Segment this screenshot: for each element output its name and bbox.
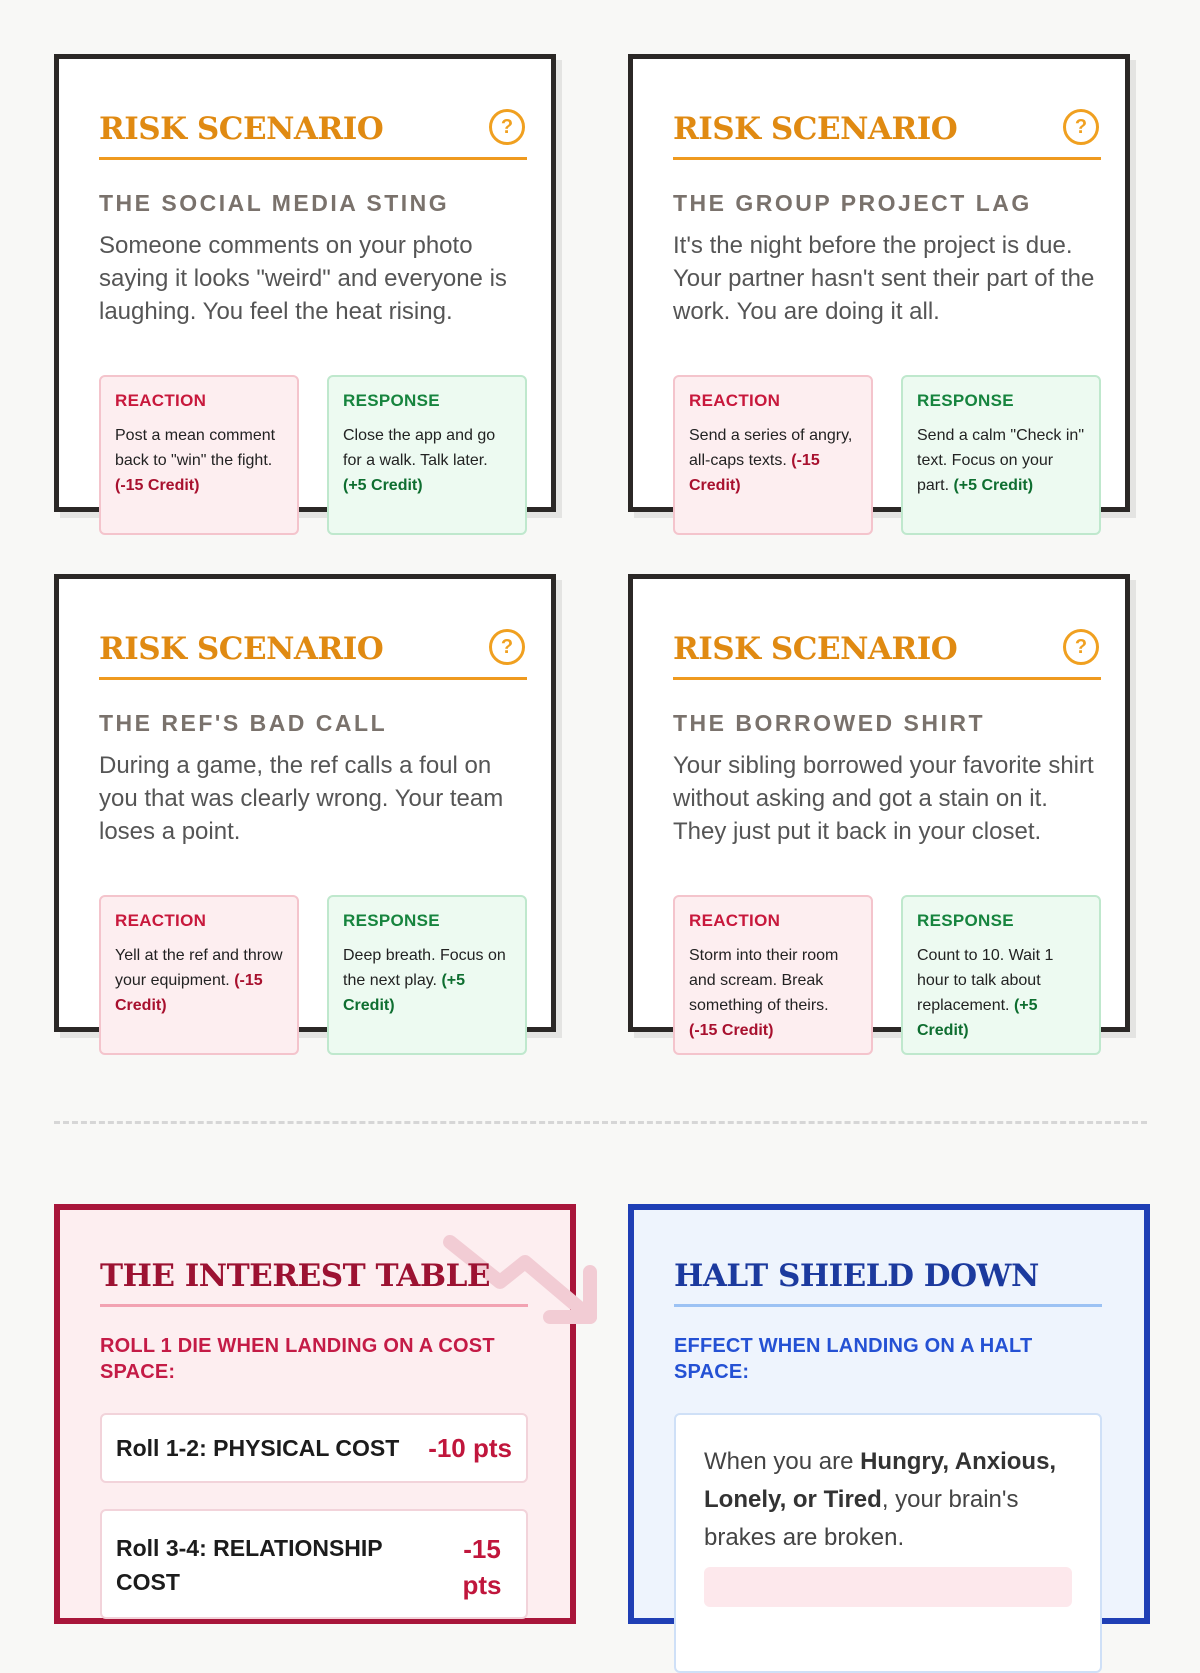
response-box[interactable] bbox=[901, 895, 1101, 1055]
response-label: RESPONSE bbox=[917, 391, 1014, 410]
response-text: Count to 10. Wait 1 hour to talk about replacement. bbox=[917, 947, 1054, 1014]
halt-shield-panel bbox=[628, 1204, 1150, 1624]
card-header bbox=[99, 101, 527, 160]
reaction-label: REACTION bbox=[689, 391, 781, 410]
scenario-card bbox=[54, 574, 556, 1032]
response-box[interactable] bbox=[327, 375, 527, 535]
scenario-card bbox=[54, 54, 556, 512]
scenario-subtitle: THE GROUP PROJECT LAG bbox=[673, 190, 1032, 216]
response-text: Send a calm "Check in" text. Focus on your part. bbox=[917, 427, 1084, 494]
scenario-subtitle: THE BORROWED SHIRT bbox=[673, 710, 986, 736]
reaction-credit: (-15 Credit) bbox=[689, 452, 820, 494]
table-row bbox=[100, 1413, 528, 1483]
reaction-text: Storm into their room and scream. Break something of theirs. bbox=[689, 947, 839, 1014]
reaction-text: Post a mean comment back to "win" the fight. bbox=[115, 427, 276, 469]
reaction-text: Send a series of angry, all-caps texts. bbox=[689, 427, 853, 469]
response-credit: (+5 Credit) bbox=[343, 477, 423, 494]
reaction-label: REACTION bbox=[115, 391, 207, 410]
response-credit: (+5 Credit) bbox=[343, 972, 466, 1014]
roll-label: Roll 1-2: PHYSICAL COST bbox=[116, 1434, 400, 1461]
card-header bbox=[99, 621, 527, 680]
reaction-label: REACTION bbox=[689, 911, 781, 930]
card-title: RISK SCENARIO bbox=[99, 631, 384, 667]
scenario-description: During a game, the ref calls a foul on you that was clearly wrong. Your team loses a point. bbox=[99, 752, 504, 845]
table-row bbox=[100, 1509, 528, 1619]
response-credit: (+5 Credit) bbox=[953, 477, 1034, 494]
scenario-subtitle: THE SOCIAL MEDIA STING bbox=[99, 190, 450, 216]
reaction-text: Yell at the ref and throw your equipment. bbox=[115, 947, 283, 989]
scenario-description: It's the night before the project is due. Your partner hasn't sent their part of the work. You are doing it all. bbox=[673, 232, 1095, 325]
halt-callout bbox=[704, 1567, 1072, 1607]
scenario-card bbox=[628, 574, 1130, 1039]
halt-description-box bbox=[674, 1413, 1102, 1673]
reaction-box[interactable] bbox=[99, 895, 299, 1055]
scenario-description: Someone comments on your photo saying it looks "weird" and everyone is laughing. You feel the heat rising. bbox=[99, 232, 507, 325]
help-circle-icon[interactable]: ? bbox=[489, 109, 525, 145]
reaction-box[interactable] bbox=[673, 375, 873, 535]
card-header bbox=[673, 621, 1101, 680]
halt-text-bold: Hungry, Anxious, Lonely, or Tired bbox=[704, 1448, 1057, 1513]
card-header bbox=[673, 101, 1101, 160]
halt-text-before: When you are bbox=[704, 1448, 861, 1475]
response-text: Deep breath. Focus on the next play. bbox=[343, 947, 506, 989]
reaction-label: REACTION bbox=[115, 911, 207, 930]
card-title: RISK SCENARIO bbox=[673, 631, 958, 667]
response-label: RESPONSE bbox=[343, 911, 440, 930]
reaction-credit: (-15 Credit) bbox=[115, 972, 263, 1014]
panel-title: HALT SHIELD DOWN bbox=[674, 1258, 1102, 1307]
help-circle-icon[interactable]: ? bbox=[1063, 629, 1099, 665]
reaction-box[interactable] bbox=[99, 375, 299, 535]
interest-table-panel bbox=[54, 1204, 576, 1624]
response-credit: (+5 Credit) bbox=[917, 997, 1038, 1039]
panel-subtitle: ROLL 1 DIE WHEN LANDING ON A COST SPACE: bbox=[100, 1335, 495, 1383]
roll-label: Roll 3-4: RELATIONSHIP COST bbox=[116, 1535, 383, 1595]
panel-subtitle: EFFECT WHEN LANDING ON A HALT SPACE: bbox=[674, 1335, 1033, 1383]
card-title: RISK SCENARIO bbox=[99, 111, 384, 147]
roll-value: -15 pts bbox=[462, 1534, 502, 1600]
response-box[interactable] bbox=[327, 895, 527, 1055]
section-divider bbox=[54, 1121, 1147, 1124]
scenario-description: Your sibling borrowed your favorite shirt without asking and got a stain on it. They just put it back in your closet. bbox=[673, 752, 1094, 845]
response-box[interactable] bbox=[901, 375, 1101, 535]
roll-value: -10 pts bbox=[428, 1432, 512, 1463]
reaction-credit: (-15 Credit) bbox=[115, 477, 200, 494]
help-circle-icon[interactable]: ? bbox=[1063, 109, 1099, 145]
response-label: RESPONSE bbox=[917, 911, 1014, 930]
scenario-subtitle: THE REF'S BAD CALL bbox=[99, 710, 388, 736]
card-title: RISK SCENARIO bbox=[673, 111, 958, 147]
response-label: RESPONSE bbox=[343, 391, 440, 410]
panel-title: THE INTEREST TABLE bbox=[100, 1258, 528, 1307]
halt-text-after: , your brain's brakes are broken. bbox=[704, 1486, 1019, 1551]
scenario-card bbox=[628, 54, 1130, 512]
reaction-box[interactable] bbox=[673, 895, 873, 1055]
reaction-credit: (-15 Credit) bbox=[689, 1022, 774, 1039]
help-circle-icon[interactable]: ? bbox=[489, 629, 525, 665]
response-text: Close the app and go for a walk. Talk later. bbox=[343, 427, 496, 469]
